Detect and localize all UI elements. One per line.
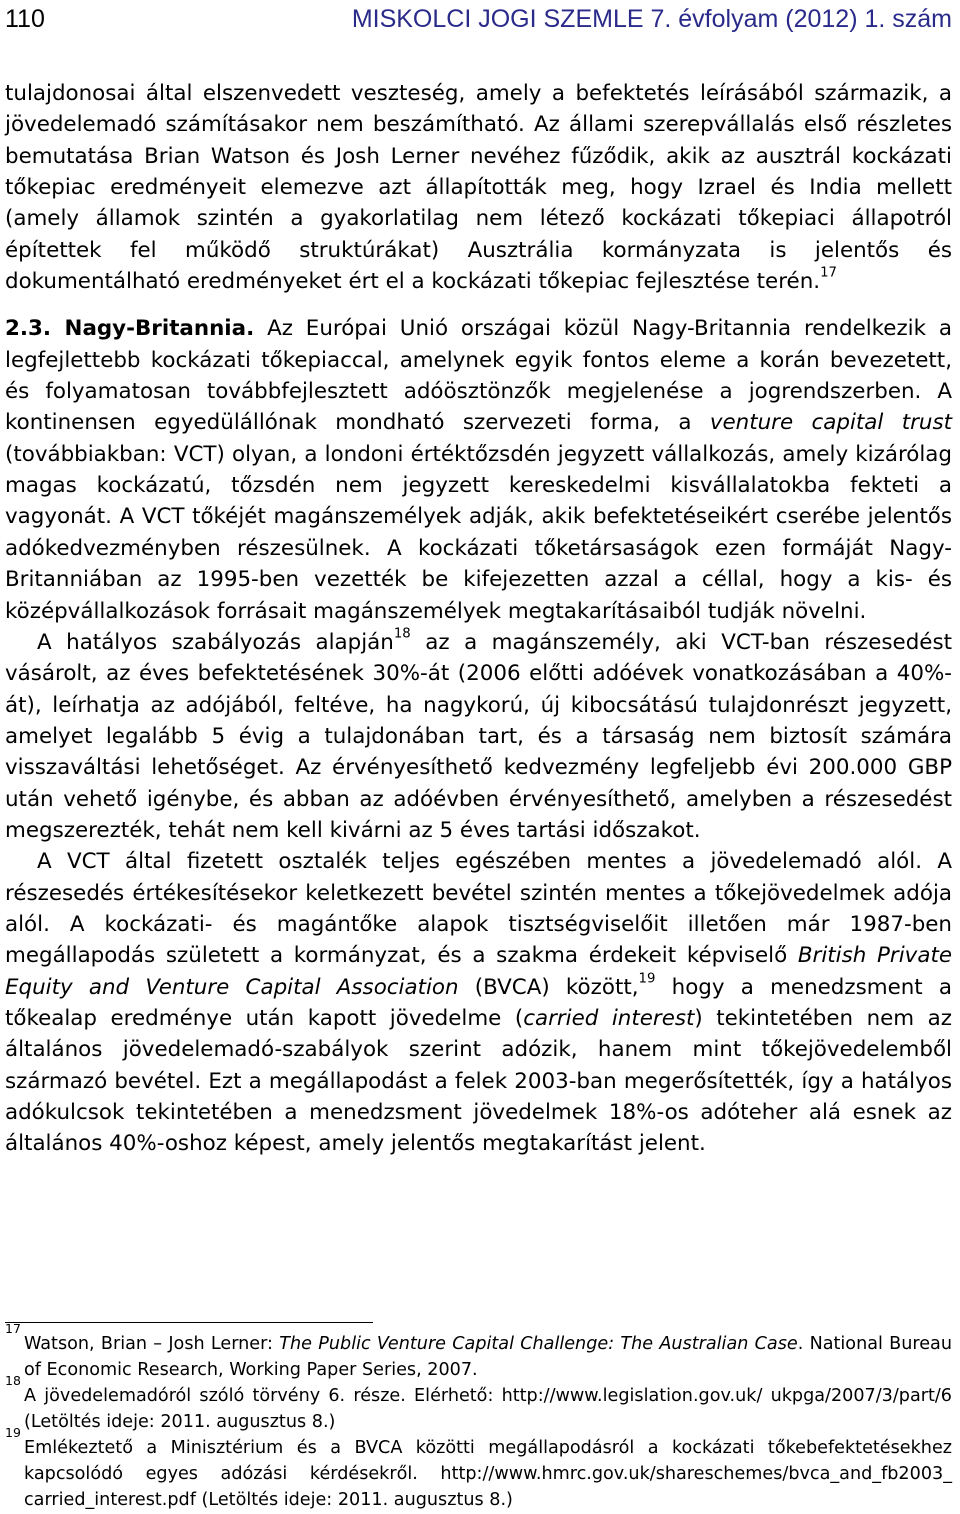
org-name: British Private Equity and Venture Capital Association: [5, 943, 952, 1000]
footnote-ref-18[interactable]: 18: [393, 626, 411, 642]
footnote-text: Emlékeztető a Minisztérium és a BVCA közötti megállapodásról a kockázati tőkebefektetésekhez kapcsolódó egyes adózási kérdésekről. http://www.hmrc.gov.uk/shareschemes/bvca_and_fb2003_ carried_interest.pdf (Letöltés ideje: 2011. augusztus 8.): [24, 1438, 952, 1510]
footnote-text: A jövedelemadóról szóló törvény 6. része. Elérhető: http://www.legislation.gov.uk/ ukpga/2007/3/part/6 (Letöltés ideje: 2011. augusztus 8.): [24, 1386, 952, 1432]
footnote-19: [5, 1425, 952, 1513]
paragraph: tulajdonosai által elszenvedett veszteség, amely a befektetés leírásából származik, a jövedelemadó számításakor nem beszámítható. Az állami szerepvállalás első részletes bemutatása Brian Watson és Josh Lerner nevéhez fűződik, akik az ausztrál kockázati tőkepiac eredményeit elemezve azt állapították meg, hogy Izrael és India mellett (amely államok szintén a gyakorlatilag nem létező kockázati tőkepiaci állapotról építettek fel működő struktúrákat) Ausztrália kormányzata is jelentős és dokumentálható eredményeket ért el a kockázati tőkepiac fejlesztése terén.$^{17}$: [5, 81, 952, 295]
footnote-17: 17 Watson, Brian – Josh Lerner: The Public Venture Capital Challenge: The Australian Case. National Bureau of Economic Research, Working Paper Series, 2007.: [5, 1321, 952, 1380]
page-header: [5, 4, 952, 44]
cited-title: The Public Venture Capital Challenge: The Australian Case: [279, 1334, 798, 1354]
term-carried-interest: carried interest: [523, 1005, 695, 1031]
page-number: 110: [5, 5, 45, 33]
journal-title: MISKOLCI JOGI SZEMLE 7. évfolyam (2012) 1. szám: [351, 5, 952, 33]
footnote-18: [5, 1373, 952, 1435]
footnote-number: 19: [5, 1425, 21, 1440]
footnote-number: 18: [5, 1373, 21, 1388]
footnotes: [5, 1321, 952, 1513]
section-heading: 2.3. Nagy-Britannia.: [5, 316, 255, 342]
footnote-separator: [5, 1322, 373, 1323]
section-paragraph-uk: 2.3. Nagy-Britannia. Az Európai Unió országai közül Nagy-Britannia rendelkezik a legfejlettebb kockázati tőkepiaccal, amelynek egyik fontos eleme a korán bevezetett, és folyamatosan továbbfejlesztett adóösztönzők megjelenése a jogrendszerben. A kontinensen egyedülállónak mondható szervezeti forma, a venture capital trust (továbbiakban: VCT) olyan, a londoni értéktőzsdén jegyzett vállalkozás, amely kizárólag magas kockázatú, tőzsdén nem jegyzett kereskedelmi kisvállalatokba fekteti a vagyonát. A VCT tőkéjét magánszemélyek adják, akik befektetéseikért cserébe jelentős adókedvezményben részesülnek. A kockázati tőketársaságok ezen formáját Nagy-Britanniában az 1995-ben vezették be kifejezetten azzal a céllal, hogy a kis- és középvállalkozások forrásait magánszemélyek megtakarításaiból tudják növelni.: [5, 316, 952, 624]
body-text: [5, 78, 952, 1160]
paragraph: A VCT által fizetett osztalék teljes egészében mentes a jövedelemadó alól. A részesedés értékesítésekor keletkezett bevétel szintén mentes a tőkejövedelmek adója alól. A kockázati- és magántőke alapok tisztségviselőit illetően már 1987-ben megállapodás született a kormányzat, és a szakma érdekeit képviselő British Private Equity and Venture Capital Association (BVCA) között,$^{19}$ hogy a menedzsment a tőkealap eredménye után kapott jövedelme (carried interest) tekintetében nem az általános jövedelemadó-szabályok szerint adózik, hanem mint tőkejövedelemből származó bevétel. Ezt a megállapodást a felek 2003-ban megerősítették, így a hatályos adókulcsok tekintetében a menedzsment jövedelmek 18%-os adóteher alá esnek az általános 40%-oshoz képest, amely jelentős megtakarítást jelent.: [5, 849, 953, 1157]
footnote-number: 17: [5, 1321, 21, 1336]
footnote-ref-17[interactable]: 17: [820, 265, 837, 281]
paragraph: A hatályos szabályozás alapján$^{18}$ az a magánszemély, aki VCT-ban részesedést vásárolt, az éves befektetésének 30%-át (2006 előtti adóévek vonatkozásában a 40%-át), leírhatja az adójából, feltéve, ha nagykorú, új kibocsátású tulajdonrészt jegyzett, amelyet legalább 5 évig a tulajdonában tart, és a társaság nem biztosít számára visszaváltási lehetőséget. Az érvényesíthető kedvezmény legfeljebb évi 200.000 GBP után vehető igénybe, és abban az adóévben érvényesíthető, amelyben a részesedést megszerezték, tehát nem kell kivárni az 5 éves tartási időszakot.: [5, 626, 952, 843]
term-venture-capital-trust: venture capital trust: [709, 410, 952, 436]
footnote-ref-19[interactable]: 19: [638, 971, 656, 987]
